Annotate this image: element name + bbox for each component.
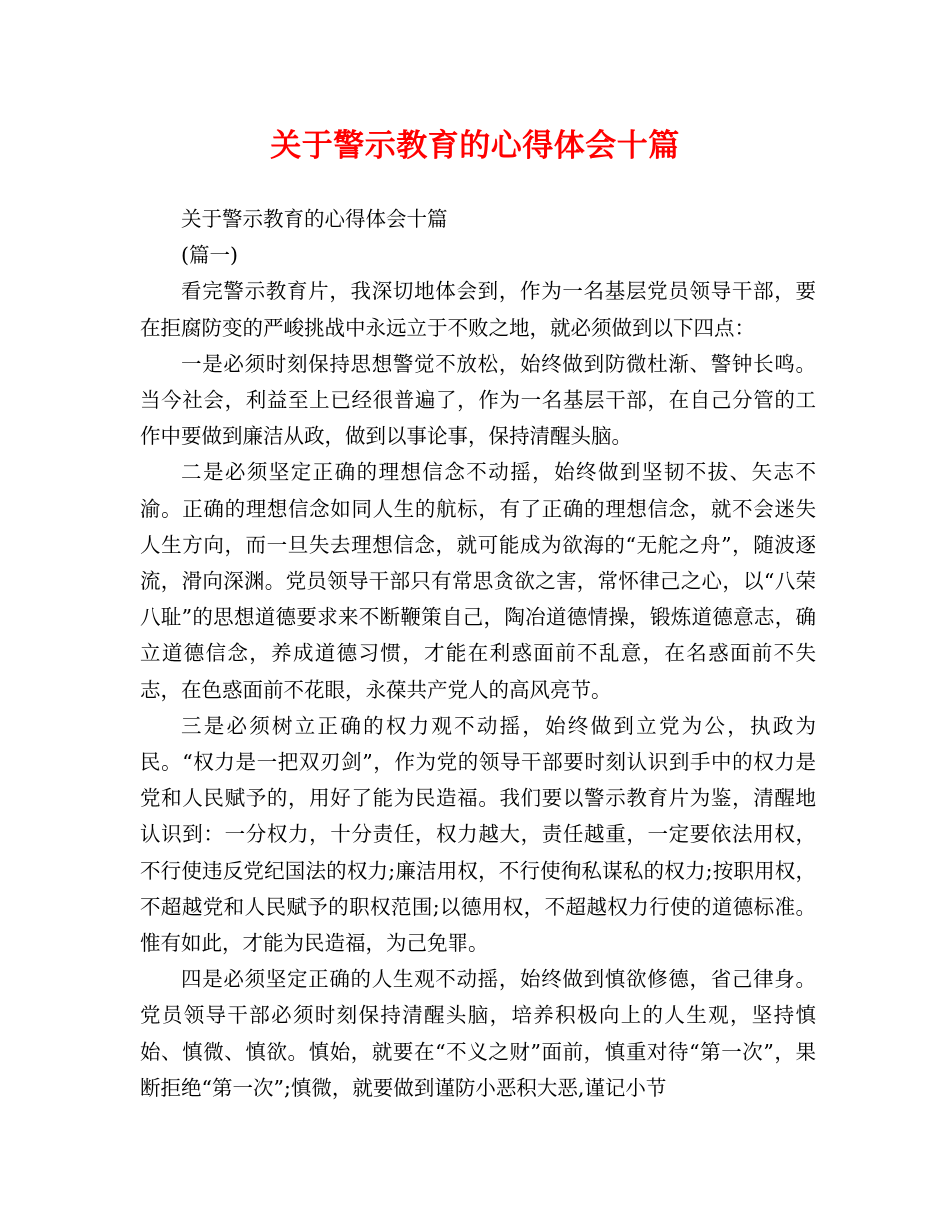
document-body xyxy=(140,201,816,1106)
body-paragraph: 看完警示教育片，我深切地体会到，作为一名基层党员领导干部，要在拒腐防变的严峻挑战中永远立于不败之地，就必须做到以下四点： xyxy=(140,279,816,340)
body-paragraph-subtitle: 关于警示教育的心得体会十篇 xyxy=(181,207,448,231)
body-paragraph: 四是必须坚定正确的人生观不动摇，始终做到慎欲修德，省己律身。党员领导干部必须时刻保持清醒头脑，培养积极向上的人生观，坚持慎始、慎微、慎欲。慎始，就要在“不义之财”面前，慎重对待“第一次”，果断拒绝“第一次”;慎微，就要做到谨防小恶积大恶,谨记小节 xyxy=(140,967,816,1100)
body-paragraph: 三是必须树立正确的权力观不动摇，始终做到立党为公，执政为民。“权力是一把双刃剑”，作为党的领导干部要时刻认识到手中的权力是党和人民赋予的，用好了能为民造福。我们要以警示教育片为鉴，清醒地认识到：一分权力，十分责任，权力越大，责任越重，一定要依法用权，不行使违反党纪国法的权力;廉洁用权，不行使徇私谋私的权力;按职用权，不超越党和人民赋予的职权范围;以德用权，不超越权力行使的道德标准。惟有如此，才能为民造福，为己免罪。 xyxy=(140,713,816,956)
body-paragraph: 二是必须坚定正确的理想信念不动摇，始终做到坚韧不拔、矢志不渝。正确的理想信念如同人生的航标，有了正确的理想信念，就不会迷失人生方向，而一旦失去理想信念，就可能成为欲海的“无舵之舟”，随波逐流，滑向深渊。党员领导干部只有常思贪欲之害，常怀律己之心，以“八荣八耻”的思想道德要求来不断鞭策自己，陶冶道德情操，锻炼道德意志，确立道德信念，养成道德习惯，才能在利惑面前不乱意，在名惑面前不失志，在色惑面前不花眼，永葆共产党人的高风亮节。 xyxy=(140,460,816,702)
body-paragraph: 一是必须时刻保持思想警觉不放松，始终做到防微杜渐、警钟长鸣。当今社会，利益至上已经很普遍了，作为一名基层干部，在自己分管的工作中要做到廉洁从政，做到以事论事，保持清醒头脑。 xyxy=(140,351,816,449)
body-paragraph-section-label: (篇一) xyxy=(181,243,238,268)
document-title: 关于警示教育的心得体会十篇 xyxy=(270,128,680,164)
